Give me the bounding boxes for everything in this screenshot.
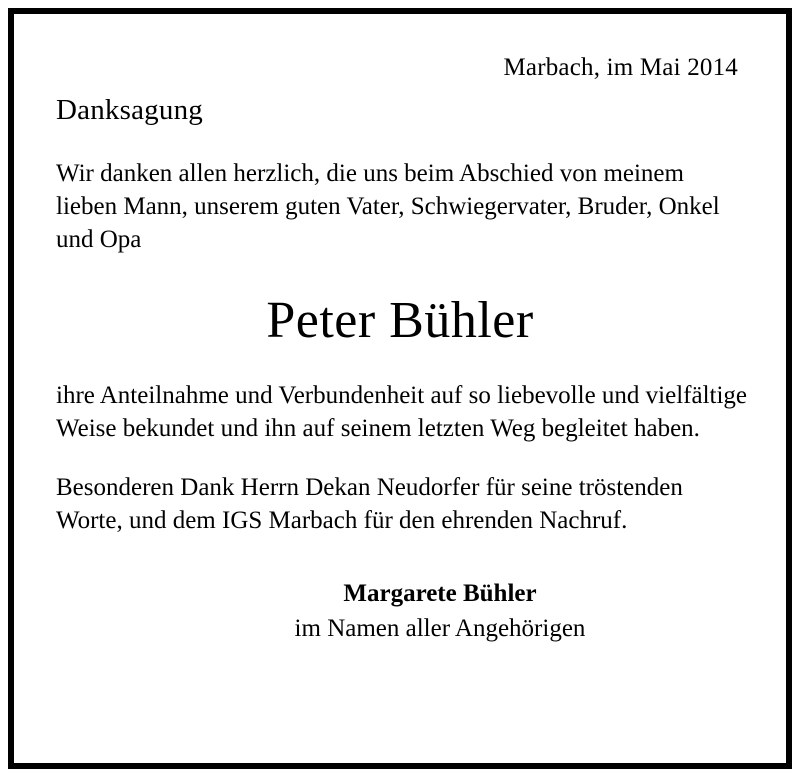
obituary-thank-you-notice — [8, 8, 792, 769]
signature-name: Margarete Bühler — [343, 579, 537, 607]
paragraph-special-thanks: Besonderen Dank Herrn Dekan Neudorfer für seine tröstenden Worte, und dem IGS Marbach für den ehrenden Nachruf. — [56, 473, 683, 534]
signature-subtitle: im Namen aller Angehörigen — [294, 614, 586, 642]
page-title: Danksagung — [56, 93, 203, 126]
deceased-name: Peter Bühler — [266, 291, 534, 349]
dateline: Marbach, im Mai 2014 — [503, 54, 738, 81]
paragraph-intro: Wir danken allen herzlich, die uns beim Abschied von meinem lieben Mann, unserem guten Vater, Schwiegervater, Bruder, Onkel und Opa — [56, 159, 720, 253]
paragraph-thanks: ihre Anteilnahme und Verbundenheit auf so liebevolle und vielfältige Weise bekundet und ihn auf seinem letzten Weg begleitet haben. — [56, 381, 748, 442]
signature-block — [50, 579, 750, 646]
